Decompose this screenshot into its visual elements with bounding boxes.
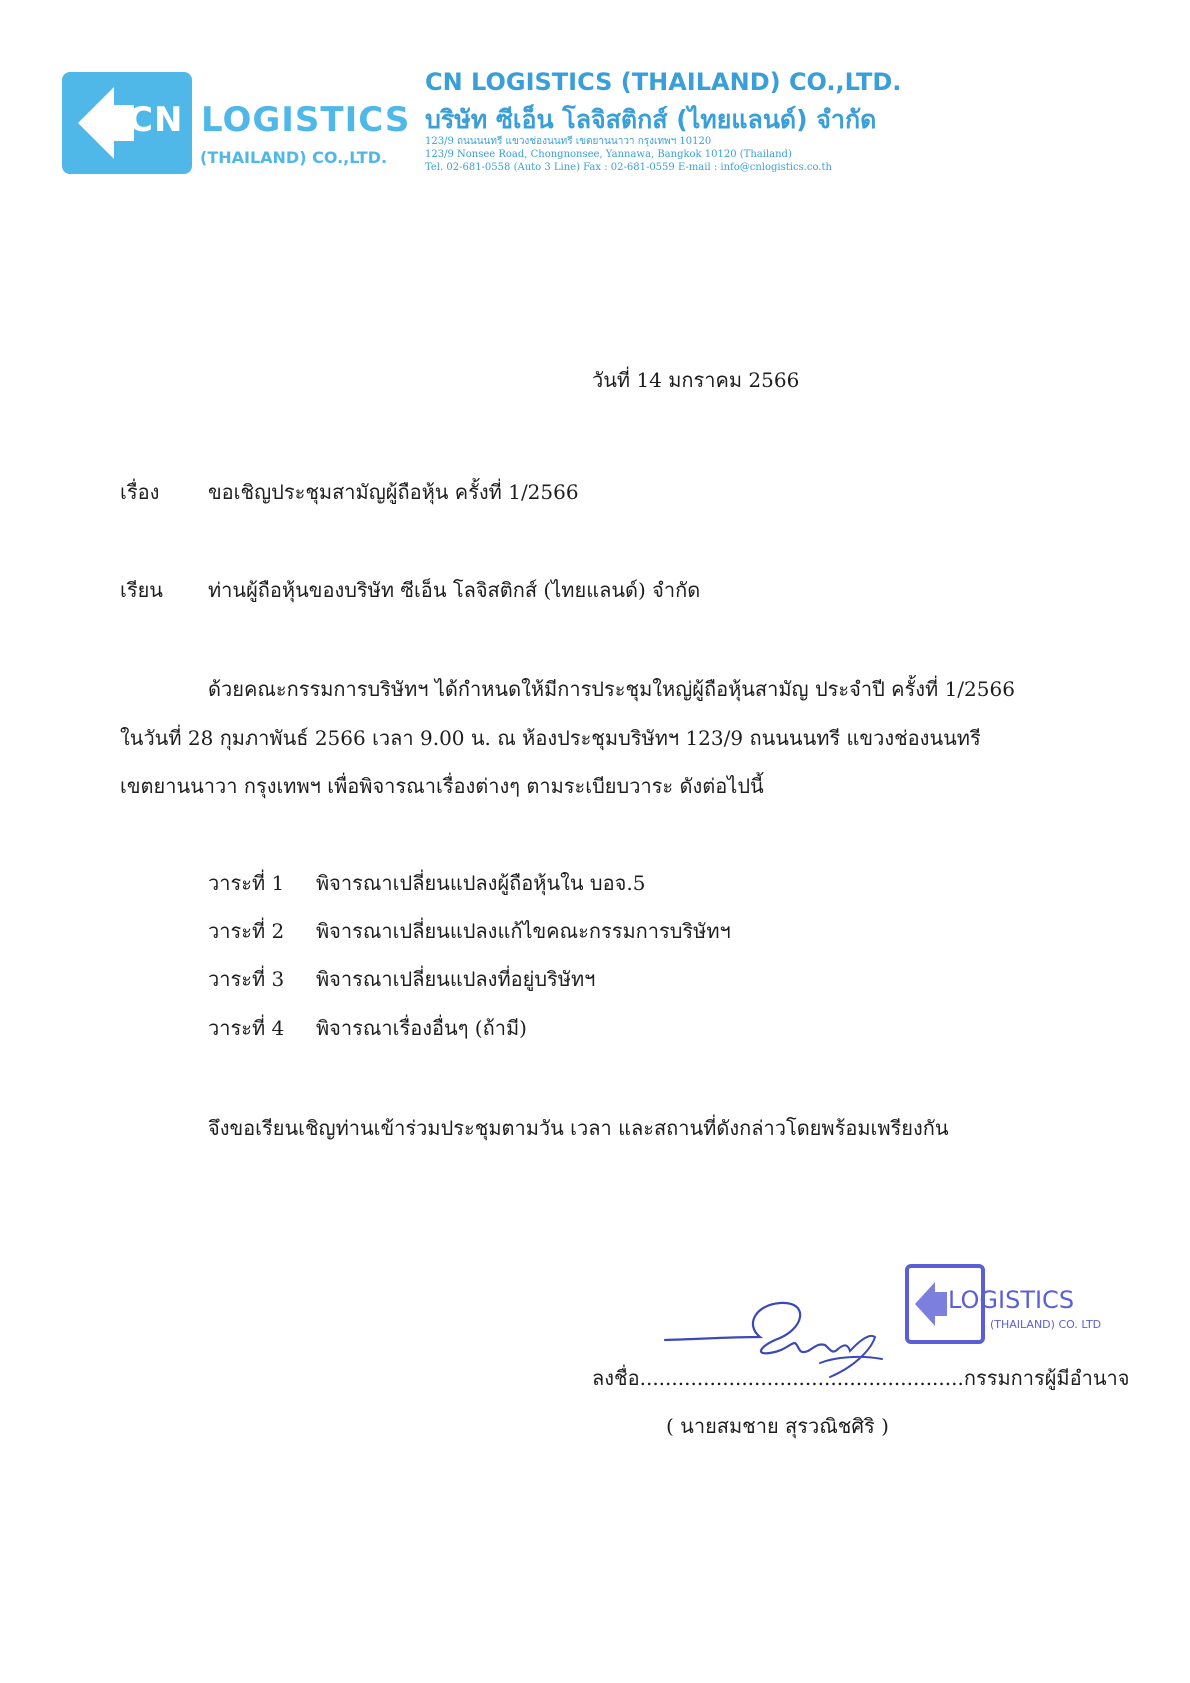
letter-date: วันที่ 14 มกราคม 2566 [592,368,800,392]
company-name-th: บริษัท ซีเอ็น โลจิสติกส์ (ไทยแลนด์) จำกัด [425,105,877,134]
subject-label: เรื่อง [120,480,160,504]
signer-title: กรรมการผู้มีอำนาจ [963,1366,1130,1390]
signer-name: ( นายสมชาย สุรวณิชศิริ ) [666,1414,889,1438]
signature-line [592,1362,1129,1394]
body-line: ด้วยคณะกรรมการบริษัทฯ ได้กำหนดให้มีการประชุมใหญ่ผู้ถือหุ้นสามัญ ประจำปี ครั้งที่ 1/2566 [208,677,1015,701]
logo-cn-text: CN [128,100,184,140]
agenda-item-text: พิจารณาเปลี่ยนแปลงที่อยู่บริษัทฯ [316,967,596,991]
agenda-item-label: วาระที่ 1 [208,871,285,895]
closing-sentence: จึงขอเรียนเชิญท่านเข้าร่วมประชุมตามวัน เวลา และสถานที่ดังกล่าวโดยพร้อมเพรียงกัน [208,1116,949,1140]
address-th: 123/9 ถนนนนทรี แขวงช่องนนทรี เขตยานนาวา กรุงเทพฯ 10120 [425,136,712,147]
letterhead [0,0,1190,200]
agenda-item-label: วาระที่ 3 [208,967,285,991]
stamp-arrow-icon [915,1282,947,1326]
logo-sub-text: (THAILAND) CO.,LTD. [200,148,388,167]
contact-line: Tel. 02-681-0558 (Auto 3 Line) Fax : 02-681-0559 E-mail : info@cnlogistics.co.th [425,162,832,173]
agenda-item-text: พิจารณาเปลี่ยนแปลงแก้ไขคณะกรรมการบริษัทฯ [316,919,731,943]
stamp-logistics: LOGISTICS [948,1286,1075,1314]
logo-logistics-text: LOGISTICS [201,100,411,140]
agenda-item-label: วาระที่ 4 [208,1016,285,1040]
body-line: ในวันที่ 28 กุมภาพันธ์ 2566 เวลา 9.00 น. ณ ห้องประชุมบริษัทฯ 123/9 ถนนนนทรี แขวงช่องนนทรี [120,726,981,750]
sign-prefix: ลงชื่อ [592,1366,640,1390]
agenda-item-text: พิจารณาเปลี่ยนแปลงผู้ถือหุ้นใน บอจ.5 [316,871,646,895]
company-name-en: CN LOGISTICS (THAILAND) CO.,LTD. [425,68,902,96]
agenda-item-label: วาระที่ 2 [208,919,285,943]
body-line: เขตยานนาวา กรุงเทพฯ เพื่อพิจารณาเรื่องต่างๆ ตามระเบียบวาระ ดังต่อไปนี้ [120,774,764,798]
address-en: 123/9 Nonsee Road, Chongnonsee, Yannawa, Bangkok 10120 (Thailand) [425,149,792,160]
subject-text: ขอเชิญประชุมสามัญผู้ถือหุ้น ครั้งที่ 1/2566 [208,480,579,504]
signature-dots: ................................................... [639,1366,964,1390]
recipient-text: ท่านผู้ถือหุ้นของบริษัท ซีเอ็น โลจิสติกส์ (ไทยแลนด์) จำกัด [208,578,701,602]
stamp-sub: (THAILAND) CO. LTD [990,1318,1102,1331]
recipient-label: เรียน [120,578,163,602]
agenda-item-text: พิจารณาเรื่องอื่นๆ (ถ้ามี) [316,1016,527,1040]
